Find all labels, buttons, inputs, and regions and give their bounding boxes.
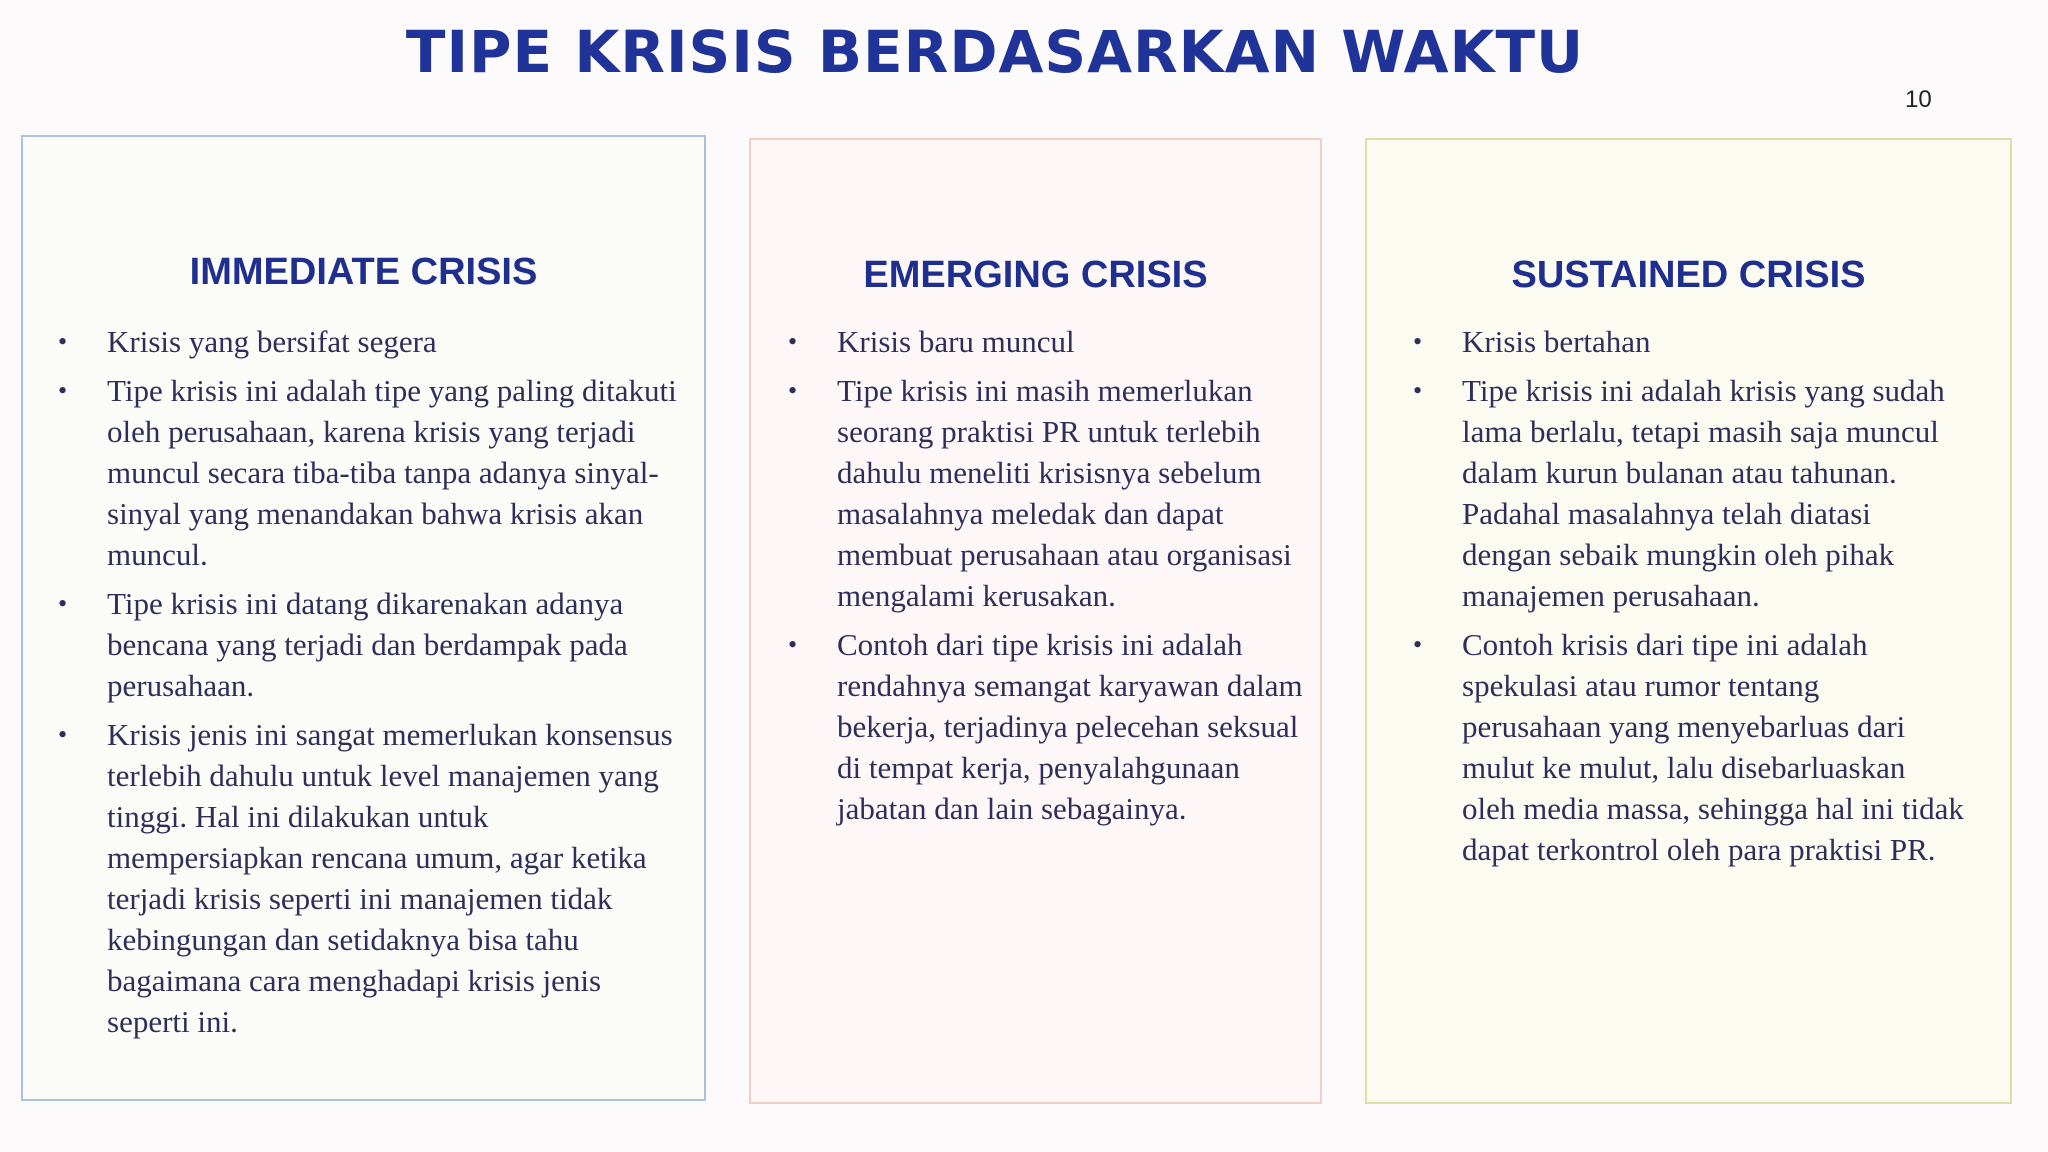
bullet-dot-icon: • — [788, 376, 798, 405]
card-heading-immediate: IMMEDIATE CRISIS — [189, 251, 538, 293]
bullet-text: Krisis baru muncul — [837, 324, 1075, 359]
slide-title: TIPE KRISIS BERDASARKAN WAKTU — [405, 18, 1585, 86]
bullet-text: Krisis bertahan — [1462, 324, 1651, 359]
bullet-text: Contoh dari tipe krisis ini adalah rendahnya semangat karyawan dalam bekerja, terjadinya pelecehan seksual di tempat kerja, penyalahgunaan jabatan dan lain sebagainya. — [837, 627, 1303, 826]
bullet-list-immediate — [49, 321, 689, 1050]
list-item — [779, 321, 1307, 362]
bullet-dot-icon: • — [58, 589, 68, 618]
list-item — [49, 370, 689, 575]
bullet-text: Tipe krisis ini adalah tipe yang paling ditakuti oleh perusahaan, karena krisis yang terjadi muncul secara tiba-tiba tanpa adanya sinyal-sinyal yang menandakan bahwa krisis akan muncul. — [107, 373, 677, 572]
bullet-dot-icon: • — [58, 376, 68, 405]
page-number: 10 — [1905, 86, 1932, 113]
card-heading-emerging: EMERGING CRISIS — [863, 254, 1208, 296]
card-heading-sustained: SUSTAINED CRISIS — [1511, 254, 1866, 296]
bullet-dot-icon: • — [788, 630, 798, 659]
list-item — [779, 624, 1307, 829]
list-item — [49, 321, 689, 362]
bullet-dot-icon: • — [1413, 327, 1423, 356]
bullet-text: Krisis jenis ini sangat memerlukan konsensus terlebih dahulu untuk level manajemen yang tinggi. Hal ini dilakukan untuk mempersiapkan rencana umum, agar ketika terjadi krisis seperti ini manajemen tidak kebingungan dan setidaknya bisa tahu bagaimana cara menghadapi krisis jenis seperti ini. — [107, 717, 673, 1039]
card-sustained-crisis — [1365, 138, 2012, 1104]
bullet-text: Tipe krisis ini datang dikarenakan adanya bencana yang terjadi dan berdampak pada perusahaan. — [107, 586, 628, 703]
list-item — [1404, 624, 1964, 870]
bullet-list-sustained — [1404, 321, 1964, 878]
card-immediate-crisis — [21, 135, 706, 1101]
bullet-text: Tipe krisis ini adalah krisis yang sudah lama berlalu, tetapi masih saja muncul dalam kurun bulanan atau tahunan. Padahal masalahnya telah diatasi dengan sebaik mungkin oleh pihak manajemen perusahaan. — [1462, 373, 1945, 613]
list-item — [779, 370, 1307, 616]
bullet-dot-icon: • — [788, 327, 798, 356]
bullet-dot-icon: • — [1413, 376, 1423, 405]
list-item — [49, 583, 689, 706]
list-item — [1404, 321, 1964, 362]
bullet-text: Tipe krisis ini masih memerlukan seorang praktisi PR untuk terlebih dahulu meneliti krisisnya sebelum masalahnya meledak dan dapat membuat perusahaan atau organisasi mengalami kerusakan. — [837, 373, 1292, 613]
bullet-dot-icon: • — [58, 720, 68, 749]
bullet-list-emerging — [779, 321, 1307, 837]
bullet-text: Krisis yang bersifat segera — [107, 324, 437, 359]
bullet-text: Contoh krisis dari tipe ini adalah spekulasi atau rumor tentang perusahaan yang menyebarluas dari mulut ke mulut, lalu disebarluaskan oleh media massa, sehingga hal ini tidak dapat terkontrol oleh para praktisi PR. — [1462, 627, 1964, 867]
list-item — [49, 714, 689, 1042]
bullet-dot-icon: • — [1413, 630, 1423, 659]
card-emerging-crisis — [749, 138, 1322, 1104]
list-item — [1404, 370, 1964, 616]
bullet-dot-icon: • — [58, 327, 68, 356]
